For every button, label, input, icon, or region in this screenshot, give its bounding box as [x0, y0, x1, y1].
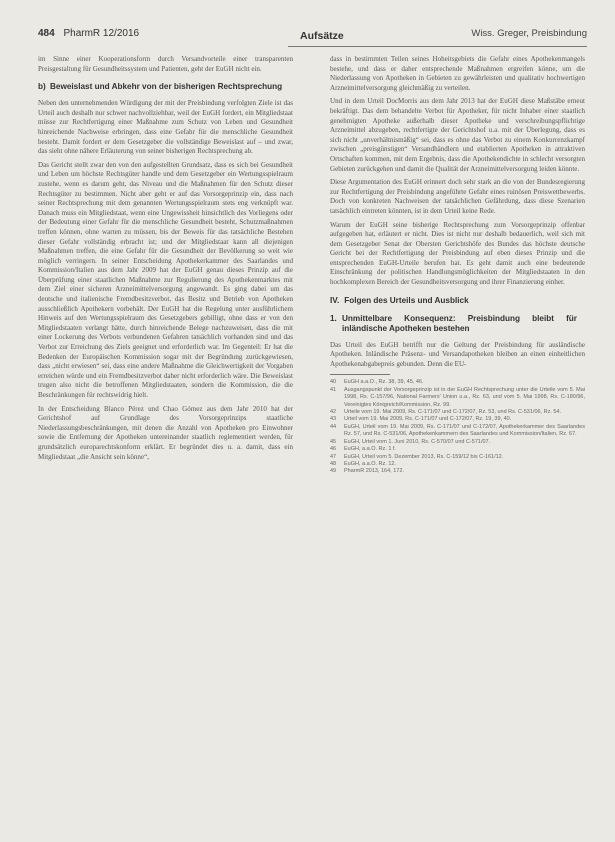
footnote-text: EuGH, Urteil vom 5. Dezember 2013, Rs. C-159/12 bis C-161/12.: [344, 453, 504, 460]
paragraph: Neben den unternehmenden Würdigung der mit der Preisbindung verfolgten Ziele ist das Urteil auch deshalb nur schwer nachvollziehbar, weil der EuGH fordert, ein Mitgliedstaat müsse zur Rechtfertigung einer Maßnahme zum Schutz von Leben und Gesundheit hinreichende Nachweise erbringen, dass eine Gefahr für die menschliche Gesundheit besteht. Damit fordert er dem Gesetzgeber die vollständige Beweislast auf – und zwar, das sieht ohne nähere Erläuterung von seiner bisherigen Rechtsprechung ab.: [38, 99, 293, 156]
footnote-text: EuGH, a.a.O. Rz. 1 f.: [344, 446, 396, 453]
footnote: [330, 379, 585, 386]
footnote-number: 41: [330, 386, 337, 393]
footnote-number: 45: [330, 438, 337, 445]
author-title: Wiss. Greger, Preisbindung: [471, 28, 587, 39]
section-title: Aufsätze: [300, 30, 344, 42]
footnote-number: 49: [330, 468, 337, 475]
footnote: [330, 416, 585, 423]
footnote-number: 46: [330, 446, 337, 453]
header-left: [38, 28, 139, 39]
paragraph: Das Gericht stellt zwar den von den aufgestellten Grundsatz, dass es sich bei Gesundheit und Leben um höchste Rechtsgüter handle und dem Gesetzgeber ein Wertungsspielraum zustehe, wenn es darum geht, das Niveau und die Maßnahmen für den Schutz dieser Rechtsgüter zu bestimmen. Nicht aber geht er auf das Vorsorgeprinzip ein, dass nach seiner Rechtsprechung mit dem genannten Wertungsspielraum stets eng verknüpft war. Danach muss ein Mitgliedstaat, wenn eine Ungewissheit hinsichtlich des Vorliegens oder der Bedeutung einer Gefahr für die menschliche Gesundheit besteht, Schutzmaßnahmen treffen können, ohne warten zu müssen, bis der Beweis für das tatsächliche Bestehen dieser Gefahr vollständig erbracht ist; und der Mitgliedstaat kann all diejenigen Maßnahmen treffen, die eine Gefahr für die Gesundheit der Bevölkerung so weit wie möglich verringern. In seiner Entscheidung Apothekerkammer des Saarlandes und Kommission/Italien aus dem Jahr 2009 hat der EuGH genau dieses Prinzip auf die Überprüfung einer staatlichen Maßnahme zur Regulierung des Apothekenmarktes mit dem Ziel einer sicheren Arzneimittelversorgung angewandt. Es ging dabei um das deutsche und italienische Fremdbesitzverbot, das Besitz und Betrieb von Apotheken ausschließlich Apothekern vorbehält. Der EuGH hat die Regelung unter ausführlichem Hinweis auf den Wertungsspielraum des Gesetzgebers gebilligt, ohne dass er von den Mitgliedstaaten verlangt hätte, durch hinreichende Belege nachzuweisen, dass die mit einer Lockerung des Verbots verbundenen Gefahren tatsächlich vorhanden sind und das Verbot zur Erreichung des Ziels geeignet und erforderlich war. Im Gegenteil: Er hat die Bedenken der Europäischen Kommission sogar mit der Begründung zurückgewiesen, dass „nicht erwiesen“ sei, dass eine andere Maßnahme die Gleichwertigkeit der Vorgaben erreichen würde und ein Fremdbesitzverbot daher nicht erforderlich wäre. Die Beweislast trugen also nicht die betroffenen Mitgliedstaaten, sondern die Kommission, die die Beschränkungen für rechtswidrig hielt.: [38, 160, 293, 399]
right-column: [330, 55, 585, 476]
paragraph: Und in dem Urteil DocMorris aus dem Jahr 2013 hat der EuGH diese Maßstäbe erneut bekräftigt. Das dem behandelte Verbot für Apotheker, für nicht Inhaber einer staatlich genehmigten Apotheke außerhalb dieser Apotheke und verschreibungspflichtige Arzneimittel abzugeben, rechtfertigte der Gerichtshof u.a. mit der Überlegung, dass es sich nicht „unverhältnismäßig“ sei, dass es ohne das Verbot zu einem Konkurrenzkampf zwischen „preisgünstigen“ Versandhändlern und etablierten Apotheken in attraktiven Ortschaften kommen, mit dem Ergebnis, dass die Apothekendichte in schlecht versorgten Gebieten zurückgehen und damit die Qualität der Arzneimittelversorgung leiden könnte.: [330, 97, 585, 173]
footnote-text: PharmR 2013, 164, 172.: [344, 468, 404, 475]
heading-text: Folgen des Urteils und Ausblick: [344, 295, 469, 305]
paragraph: Diese Argumentation des EuGH erinnert doch sehr stark an die von der Bundesregierung zur Rechtfertigung der Preisbindung angeführte Gefahr eines ruinösen Preiswettbewerbs. Doch von konkreten Nachweisen der tatsächlichen Gefährdung, dass diese Szenarien tatsächlich eintreten könnten, ist in dem Urteil keine Rede.: [330, 178, 585, 215]
footnote-text: Urteil vom 19. Mai 2009, Rs. C-171/07 und C-172/07, Rz. 19, 39, 40.: [344, 416, 512, 423]
footnote-text: Ausgangspunkt der Vorsorgeprinzip ist in der EuGH Rechtsprechung unter die Urteile vom 5. Mai 1998, Rs. C-157/96, National Farmers' Union u.a., Rz. 63, und vom 5. Mai 1998, Rs. C-180/96, Vereinigtes Königreich/Kommission, Rz. 99.: [344, 386, 585, 408]
footnote-rule: [330, 374, 390, 375]
section-heading-iv: [330, 296, 585, 306]
paragraph: im Sinne einer Kooperationsform durch Versandvorteile einer transparenten Preisgestaltung für Gesundheitssystem und Patienten, geht der EuGH nicht ein.: [38, 55, 293, 73]
paragraph: In der Entscheidung Blanco Pérez und Chao Gómez aus dem Jahr 2010 hat der Gerichtshof auf Grundlage des Vorsorgeprinzips staatliche Niederlassungsbeschränkungen, mit denen die Anzahl von Apotheken pro Einwohner sowie die Entfernung der Apotheken untereinander staatlich reglementiert werden, für grundsätzlich europarechtskonform erklärt. Er begründet dies u. a. damit, dass ein Mitgliedstaat „die Ansicht sein könne“,: [38, 404, 293, 461]
footnote-number: 44: [330, 423, 337, 430]
heading-text: Beweislast und Abkehr von der bisherigen Rechtsprechung: [50, 82, 283, 92]
footnote: [330, 461, 585, 468]
footnote: [330, 387, 585, 409]
footnote-number: 48: [330, 460, 337, 467]
heading-text: Unmittelbare Konsequenz: Preisbindung bleibt für inländische Apotheken bestehen: [342, 313, 577, 333]
paragraph: Warum der EuGH seine bisherige Rechtsprechung zum Vorsorgeprinzip offenbar aufgegeben hat, erläutert er nicht. Dies ist nicht nur deshalb bedauerlich, weil sich mit dem Gesetzgeber Senat der Obersten Gerichtshöfe des Bundes das höchste deutsche Gericht bei der Rechtfertigung der Preisbindung auf eben dieses Prinzip und die entsprechenden EuGH-Urteile berufen hat. Es geht damit auch eine bedeutende Einschränkung der politischen Handlungsmöglichkeiten der Mitgliedstaaten in den hochkomplexen Bereich der Gesundheitsversorgung und ihrer Finanzierung einher.: [330, 220, 585, 287]
footnote-text: EuGH, a.a.O. Rz. 12.: [344, 460, 396, 467]
journal-issue: PharmR 12/2016: [63, 28, 140, 39]
left-column: [38, 55, 293, 466]
footnote: [330, 454, 585, 461]
footnotes: [330, 379, 585, 475]
footnote-text: Urteile vom 19. Mai 2009, Rs. C-171/07 und C-172/07, Rz. 53, und Rs. C-531/06, Rz. 54.: [344, 409, 562, 416]
footnote-number: 40: [330, 379, 337, 386]
paragraph: dass in bestimmten Teilen seines Hoheitsgebiets die Gefahr eines Apothekenmangels bestehe, und dass er daher entsprechende Maßnahmen ergreifen könne, um die Niederlassung von Apotheken in Gebieten zu gewährleisten und qualitativ hochwertigen Arzneimittelversorgung gleichmäßig zu verteilen.: [330, 55, 585, 92]
footnote: [330, 468, 585, 475]
footnote-text: EuGH a.a.O., Rz. 38, 39, 45, 46.: [344, 379, 424, 386]
footnote-number: 43: [330, 416, 337, 423]
paragraph: Das Urteil des EuGH betrifft nur die Geltung der Preisbindung für ausländische Apotheken. Inländische Präsenz- und Versandapotheken bleiben an einen einheitlichen Apothekenabgabepreis gebunden. Denn die EU-: [330, 340, 585, 368]
footnote: [330, 424, 585, 439]
page-number: 484: [38, 28, 55, 39]
footnote-text: EuGH, Urteil vom 19. Mai 2009, Rs. C-171/07 und C-172/07, Apothekerkammer des Saarlandes Rz. 57, und Rs. C-531/06, Apothekenkammern des Saarlandes und Kommission/Italien, Rz. 67.: [344, 423, 585, 438]
running-header: [38, 28, 587, 48]
footnote: [330, 409, 585, 416]
heading-number: b): [38, 82, 46, 92]
header-rule: [288, 46, 587, 47]
heading-number: IV.: [330, 295, 340, 305]
subsection-heading-1: [330, 314, 585, 334]
footnote: [330, 446, 585, 453]
footnote-number: 42: [330, 409, 337, 416]
footnote: [330, 439, 585, 446]
footnote-text: EuGH, Urteil vom 1. Juni 2010, Rs. C-570/07 und C-571/07.: [344, 438, 491, 445]
footnote-number: 47: [330, 453, 337, 460]
subsection-heading-b: [38, 82, 293, 92]
heading-number: 1.: [330, 313, 337, 323]
